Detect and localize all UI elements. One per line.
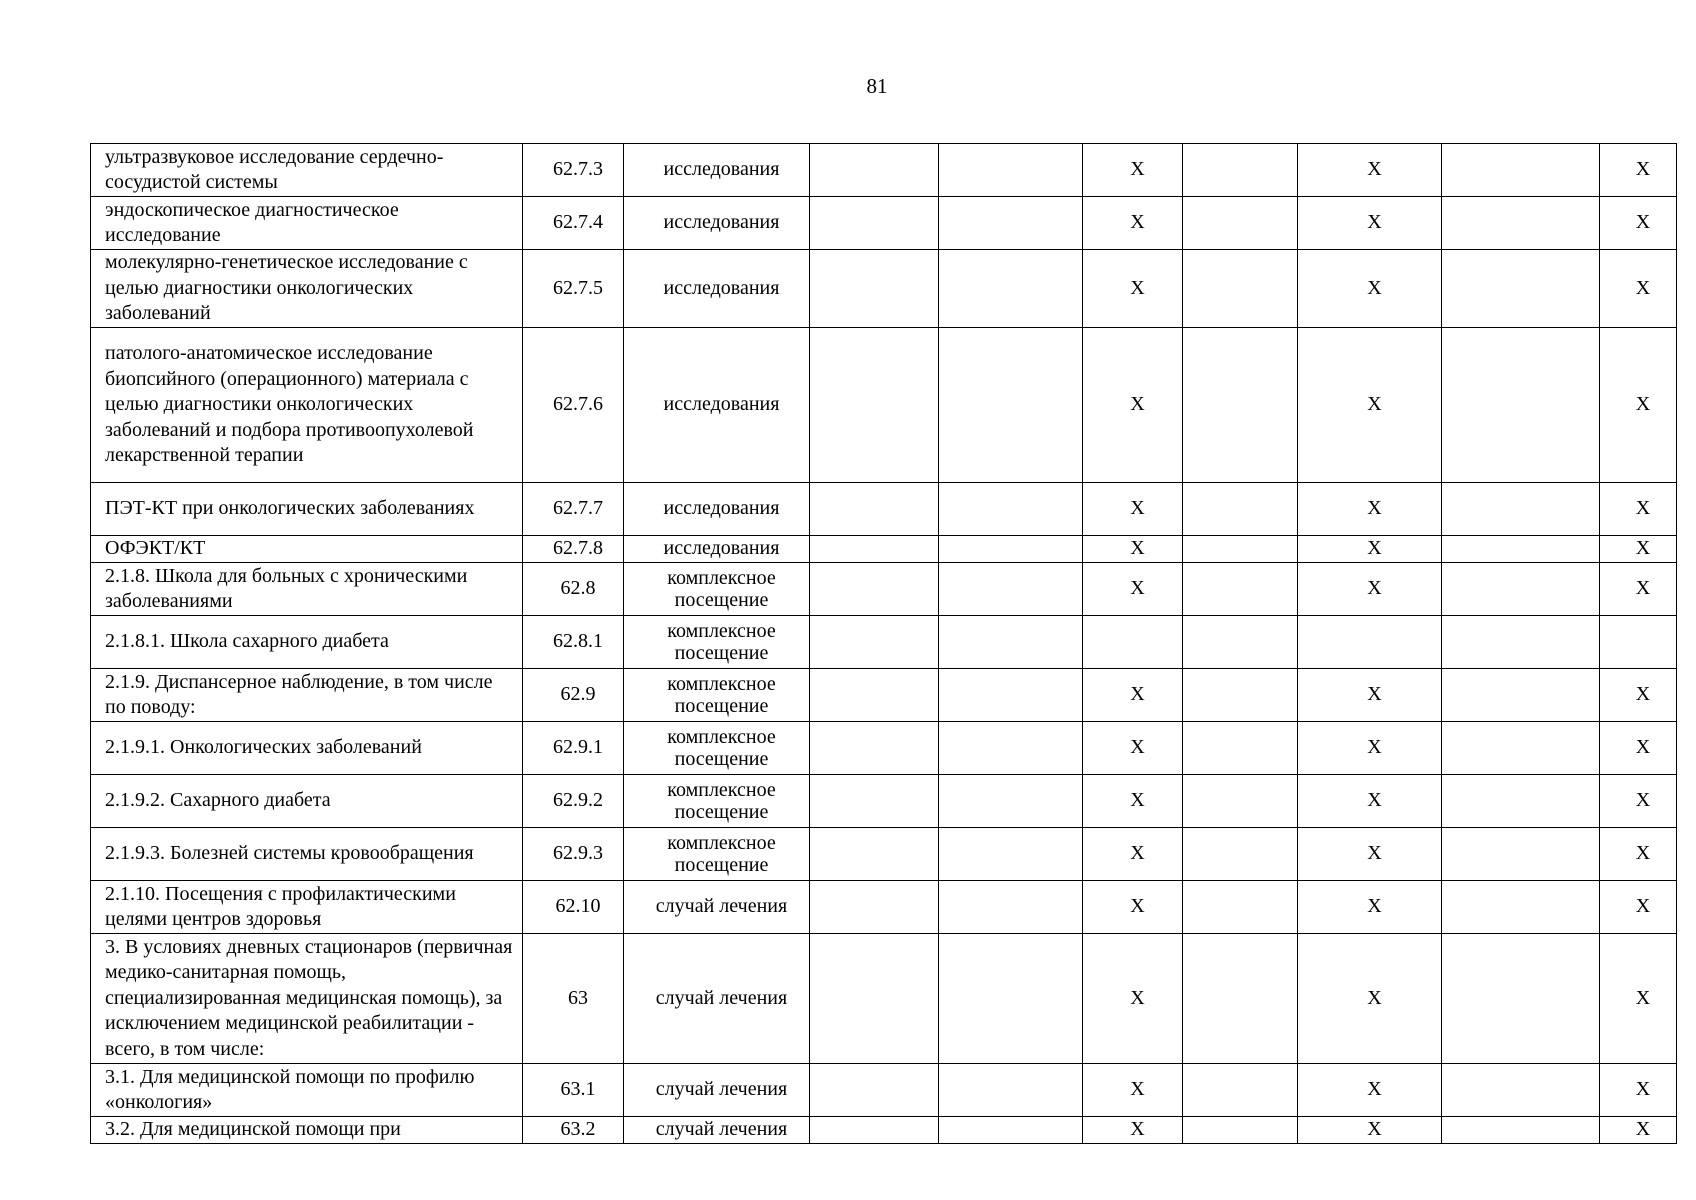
table-row bbox=[91, 722, 1677, 775]
mark-cell: X bbox=[1600, 250, 1677, 328]
mark-cell: X bbox=[1298, 483, 1442, 536]
empty-cell bbox=[1298, 616, 1442, 669]
empty-cell bbox=[810, 828, 939, 881]
empty-cell bbox=[810, 669, 939, 722]
empty-cell bbox=[1442, 1064, 1600, 1117]
row-name-cell: 3. В условиях дневных стационаров (первичная медико-санитарная помощь, специализированная медицинская помощь), за исключением медицинской реабилитации - всего, в том числе: bbox=[91, 934, 523, 1064]
row-unit-cell: комплексное посещение bbox=[624, 775, 810, 828]
mark-cell: X bbox=[1600, 669, 1677, 722]
mark-cell: X bbox=[1600, 828, 1677, 881]
row-unit-cell: исследования bbox=[624, 250, 810, 328]
empty-cell bbox=[939, 722, 1083, 775]
row-unit-cell: исследования bbox=[624, 483, 810, 536]
row-name-cell: 2.1.10. Посещения с профилактическими целями центров здоровья bbox=[91, 881, 523, 934]
mark-cell: X bbox=[1600, 328, 1677, 483]
row-code-cell: 62.7.7 bbox=[523, 483, 624, 536]
row-name-cell: 2.1.9. Диспансерное наблюдение, в том числе по поводу: bbox=[91, 669, 523, 722]
row-code-cell: 62.7.8 bbox=[523, 536, 624, 563]
empty-cell bbox=[1600, 616, 1677, 669]
mark-cell: X bbox=[1298, 828, 1442, 881]
empty-cell bbox=[1183, 775, 1298, 828]
mark-cell: X bbox=[1298, 144, 1442, 197]
table-body bbox=[91, 144, 1677, 1144]
table-row bbox=[91, 483, 1677, 536]
empty-cell bbox=[810, 722, 939, 775]
empty-cell bbox=[1083, 616, 1183, 669]
row-name-cell: 2.1.9.1. Онкологических заболеваний bbox=[91, 722, 523, 775]
mark-cell: X bbox=[1600, 563, 1677, 616]
row-unit-cell: комплексное посещение bbox=[624, 616, 810, 669]
mark-cell: X bbox=[1600, 934, 1677, 1064]
table-row bbox=[91, 563, 1677, 616]
row-unit-cell: случай лечения bbox=[624, 881, 810, 934]
empty-cell bbox=[1183, 934, 1298, 1064]
table-row bbox=[91, 828, 1677, 881]
empty-cell bbox=[1442, 250, 1600, 328]
empty-cell bbox=[939, 328, 1083, 483]
empty-cell bbox=[939, 934, 1083, 1064]
mark-cell: X bbox=[1600, 536, 1677, 563]
row-code-cell: 62.7.5 bbox=[523, 250, 624, 328]
empty-cell bbox=[1442, 144, 1600, 197]
mark-cell: X bbox=[1298, 934, 1442, 1064]
empty-cell bbox=[1183, 1117, 1298, 1144]
empty-cell bbox=[939, 144, 1083, 197]
empty-cell bbox=[939, 1064, 1083, 1117]
mark-cell: X bbox=[1083, 669, 1183, 722]
empty-cell bbox=[939, 250, 1083, 328]
empty-cell bbox=[1183, 563, 1298, 616]
empty-cell bbox=[1442, 563, 1600, 616]
empty-cell bbox=[810, 881, 939, 934]
empty-cell bbox=[1442, 722, 1600, 775]
row-code-cell: 62.8.1 bbox=[523, 616, 624, 669]
empty-cell bbox=[810, 934, 939, 1064]
row-name-cell: молекулярно-генетическое исследование с целью диагностики онкологических заболеваний bbox=[91, 250, 523, 328]
mark-cell: X bbox=[1600, 775, 1677, 828]
mark-cell: X bbox=[1083, 1064, 1183, 1117]
empty-cell bbox=[939, 1117, 1083, 1144]
row-name-cell: 2.1.8.1. Школа сахарного диабета bbox=[91, 616, 523, 669]
empty-cell bbox=[810, 775, 939, 828]
empty-cell bbox=[1442, 616, 1600, 669]
empty-cell bbox=[810, 616, 939, 669]
mark-cell: X bbox=[1298, 1064, 1442, 1117]
row-code-cell: 62.8 bbox=[523, 563, 624, 616]
mark-cell: X bbox=[1298, 881, 1442, 934]
mark-cell: X bbox=[1083, 722, 1183, 775]
empty-cell bbox=[1442, 934, 1600, 1064]
row-code-cell: 62.7.4 bbox=[523, 197, 624, 250]
mark-cell: X bbox=[1083, 563, 1183, 616]
empty-cell bbox=[810, 563, 939, 616]
mark-cell: X bbox=[1083, 1117, 1183, 1144]
empty-cell bbox=[1183, 669, 1298, 722]
row-unit-cell: случай лечения bbox=[624, 934, 810, 1064]
empty-cell bbox=[1442, 828, 1600, 881]
empty-cell bbox=[1442, 669, 1600, 722]
empty-cell bbox=[810, 1064, 939, 1117]
empty-cell bbox=[1442, 881, 1600, 934]
row-name-cell: патолого-анатомическое исследование биопсийного (операционного) материала с целью диагностики онкологических заболеваний и подбора противоопухолевой лекарственной терапии bbox=[91, 328, 523, 483]
row-code-cell: 63 bbox=[523, 934, 624, 1064]
row-name-cell: 3.1. Для медицинской помощи по профилю «онкология» bbox=[91, 1064, 523, 1117]
table-row bbox=[91, 250, 1677, 328]
row-unit-cell: комплексное посещение bbox=[624, 669, 810, 722]
empty-cell bbox=[1442, 328, 1600, 483]
row-unit-cell: исследования bbox=[624, 536, 810, 563]
row-code-cell: 62.9.3 bbox=[523, 828, 624, 881]
row-unit-cell: исследования bbox=[624, 197, 810, 250]
empty-cell bbox=[939, 483, 1083, 536]
empty-cell bbox=[1183, 483, 1298, 536]
mark-cell: X bbox=[1083, 775, 1183, 828]
mark-cell: X bbox=[1083, 934, 1183, 1064]
empty-cell bbox=[939, 563, 1083, 616]
mark-cell: X bbox=[1083, 250, 1183, 328]
row-code-cell: 62.10 bbox=[523, 881, 624, 934]
row-unit-cell: случай лечения bbox=[624, 1117, 810, 1144]
row-name-cell: эндоскопическое диагностическое исследование bbox=[91, 197, 523, 250]
empty-cell bbox=[939, 616, 1083, 669]
data-table bbox=[90, 143, 1677, 1144]
mark-cell: X bbox=[1600, 197, 1677, 250]
row-name-cell: 2.1.9.2. Сахарного диабета bbox=[91, 775, 523, 828]
empty-cell bbox=[1442, 1117, 1600, 1144]
mark-cell: X bbox=[1600, 881, 1677, 934]
empty-cell bbox=[939, 536, 1083, 563]
row-name-cell: 2.1.8. Школа для больных с хроническими заболеваниями bbox=[91, 563, 523, 616]
row-code-cell: 62.7.6 bbox=[523, 328, 624, 483]
empty-cell bbox=[1183, 144, 1298, 197]
table-row bbox=[91, 934, 1677, 1064]
row-code-cell: 62.9.2 bbox=[523, 775, 624, 828]
empty-cell bbox=[939, 669, 1083, 722]
empty-cell bbox=[810, 197, 939, 250]
mark-cell: X bbox=[1600, 1064, 1677, 1117]
row-unit-cell: исследования bbox=[624, 144, 810, 197]
row-unit-cell: исследования bbox=[624, 328, 810, 483]
mark-cell: X bbox=[1298, 1117, 1442, 1144]
empty-cell bbox=[810, 483, 939, 536]
mark-cell: X bbox=[1298, 775, 1442, 828]
row-name-cell: ультразвуковое исследование сердечно-сосудистой системы bbox=[91, 144, 523, 197]
table-row bbox=[91, 1064, 1677, 1117]
empty-cell bbox=[939, 775, 1083, 828]
empty-cell bbox=[810, 250, 939, 328]
empty-cell bbox=[810, 144, 939, 197]
empty-cell bbox=[1442, 536, 1600, 563]
table-row bbox=[91, 144, 1677, 197]
empty-cell bbox=[1442, 483, 1600, 536]
page-number: 81 bbox=[866, 74, 888, 98]
empty-cell bbox=[1183, 881, 1298, 934]
mark-cell: X bbox=[1298, 669, 1442, 722]
row-name-cell: ОФЭКТ/КТ bbox=[91, 536, 523, 563]
empty-cell bbox=[810, 536, 939, 563]
mark-cell: X bbox=[1298, 722, 1442, 775]
mark-cell: X bbox=[1083, 536, 1183, 563]
row-unit-cell: комплексное посещение bbox=[624, 722, 810, 775]
row-unit-cell: комплексное посещение bbox=[624, 828, 810, 881]
mark-cell: X bbox=[1298, 536, 1442, 563]
empty-cell bbox=[1442, 197, 1600, 250]
row-code-cell: 62.7.3 bbox=[523, 144, 624, 197]
empty-cell bbox=[1442, 775, 1600, 828]
mark-cell: X bbox=[1600, 483, 1677, 536]
empty-cell bbox=[939, 828, 1083, 881]
row-unit-cell: комплексное посещение bbox=[624, 563, 810, 616]
mark-cell: X bbox=[1083, 483, 1183, 536]
row-code-cell: 62.9 bbox=[523, 669, 624, 722]
row-name-cell: ПЭТ-КТ при онкологических заболеваниях bbox=[91, 483, 523, 536]
mark-cell: X bbox=[1600, 722, 1677, 775]
empty-cell bbox=[1183, 250, 1298, 328]
empty-cell bbox=[810, 328, 939, 483]
row-name-cell: 3.2. Для медицинской помощи при bbox=[91, 1117, 523, 1144]
mark-cell: X bbox=[1083, 328, 1183, 483]
table-row bbox=[91, 1117, 1677, 1144]
table-row bbox=[91, 328, 1677, 483]
mark-cell: X bbox=[1083, 197, 1183, 250]
row-unit-cell: случай лечения bbox=[624, 1064, 810, 1117]
mark-cell: X bbox=[1298, 563, 1442, 616]
mark-cell: X bbox=[1298, 197, 1442, 250]
mark-cell: X bbox=[1298, 328, 1442, 483]
empty-cell bbox=[939, 881, 1083, 934]
empty-cell bbox=[1183, 536, 1298, 563]
table-row bbox=[91, 616, 1677, 669]
empty-cell bbox=[1183, 722, 1298, 775]
table-row bbox=[91, 536, 1677, 563]
row-name-cell: 2.1.9.3. Болезней системы кровообращения bbox=[91, 828, 523, 881]
row-code-cell: 63.2 bbox=[523, 1117, 624, 1144]
table-row bbox=[91, 669, 1677, 722]
empty-cell bbox=[1183, 828, 1298, 881]
mark-cell: X bbox=[1083, 881, 1183, 934]
table-row bbox=[91, 775, 1677, 828]
mark-cell: X bbox=[1298, 250, 1442, 328]
table-row bbox=[91, 881, 1677, 934]
empty-cell bbox=[1183, 616, 1298, 669]
empty-cell bbox=[939, 197, 1083, 250]
row-code-cell: 62.9.1 bbox=[523, 722, 624, 775]
mark-cell: X bbox=[1600, 1117, 1677, 1144]
row-code-cell: 63.1 bbox=[523, 1064, 624, 1117]
empty-cell bbox=[810, 1117, 939, 1144]
table-row bbox=[91, 197, 1677, 250]
mark-cell: X bbox=[1600, 144, 1677, 197]
empty-cell bbox=[1183, 197, 1298, 250]
mark-cell: X bbox=[1083, 828, 1183, 881]
empty-cell bbox=[1183, 328, 1298, 483]
empty-cell bbox=[1183, 1064, 1298, 1117]
mark-cell: X bbox=[1083, 144, 1183, 197]
